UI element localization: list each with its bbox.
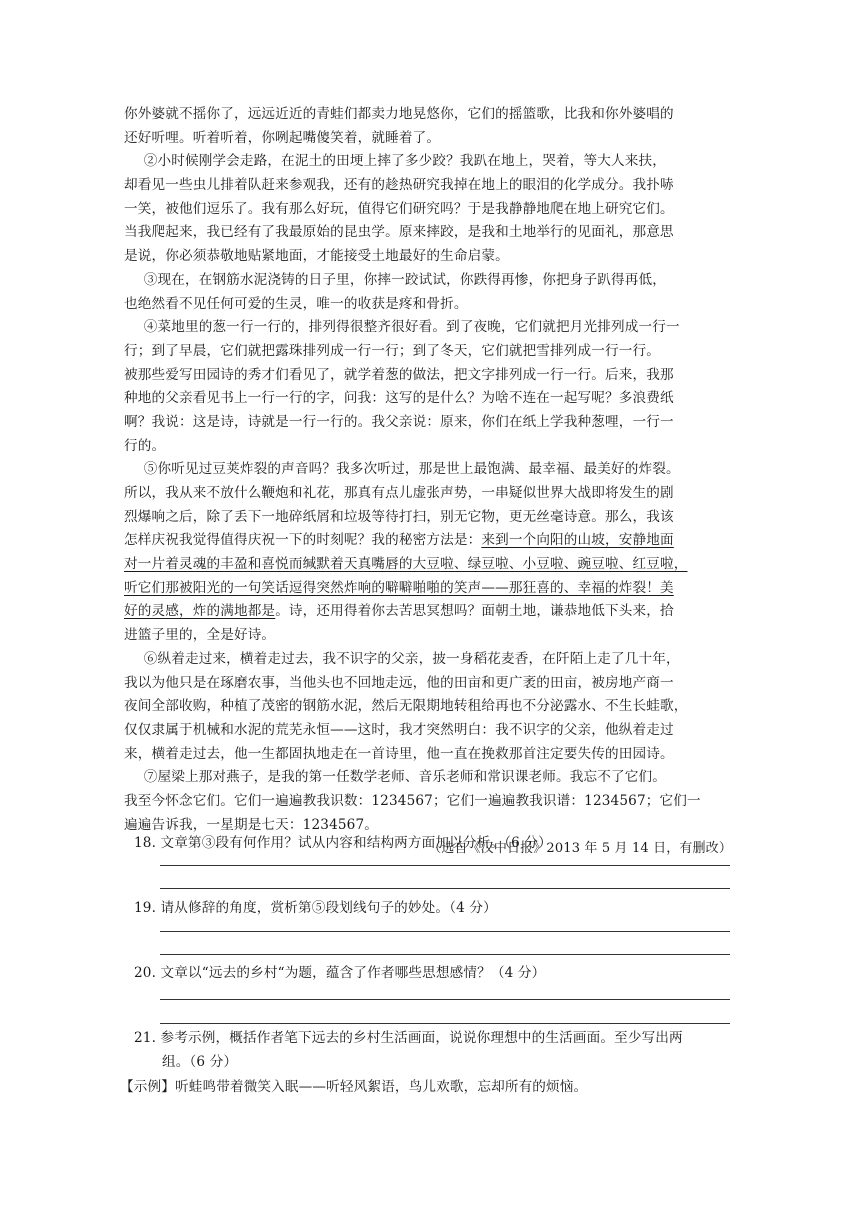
answer-line[interactable]	[160, 888, 730, 889]
paragraph-4-start: ④菜地里的葱一行一行的，排列得很整齐很好看。到了夜晚，它们就把月光排列成一行一	[143, 319, 680, 336]
example-text: 【示例】听蛙鸣带着微笑入眠——听轻风絮语，鸟儿欢歌，忘却所有的烦恼。	[120, 1079, 588, 1095]
text-line: 也绝然看不见任何可爱的生灵，唯一的收获是疼和骨折。	[124, 295, 468, 312]
question-19: 19. 请从修辞的角度，赏析第⑤段划线句子的妙处。（4 分）	[134, 900, 497, 916]
text-line: 却看见一些虫儿排着队赶来参观我，还有的趁热研究我掉在地上的眼泪的化学成分。我扑哧	[124, 177, 674, 194]
paragraph-3-start: ③现在，在钢筋水泥浇铸的日子里，你摔一跤试试，你跌得再惨，你把身子趴得再低，	[143, 271, 666, 288]
answer-line[interactable]	[160, 865, 730, 866]
text-line: 是说，你必须恭敬地贴紧地面，才能接受土地最好的生命启蒙。	[124, 248, 509, 265]
question-18: 18. 文章第③段有何作用？试从内容和结构两方面加以分析。（6 分）	[134, 835, 552, 851]
text-line: 烈爆响之后，除了丢下一地碎纸屑和垃圾等待打扫，别无它物，更无丝毫诗意。那么，我该	[124, 508, 674, 525]
question-21-line: 21. 参考示例，概括作者笔下远去的乡村生活画面，说说你理想中的生活画面。至少写出两	[134, 1030, 683, 1046]
text-line: 当我爬起来，我已经有了我最原始的昆虫学。原来摔跤，是我和土地举行的见面礼，那意思	[124, 224, 674, 241]
article-body	[124, 103, 732, 861]
text-line: 你外婆就不摇你了，远远近近的青蛙们都卖力地晃悠你，它们的摇篮歌，比我和你外婆唱的	[124, 106, 674, 122]
text-line: 来，横着走过去，他一生都固执地走在一首诗里，他一直在挽救那首注定要失传的田园诗。	[124, 745, 674, 762]
text-line: 我以为他只是在琢磨农事，当他头也不回地走远，他的田亩和更广袤的田亩，被房地产商一	[124, 674, 674, 691]
answer-line[interactable]	[160, 1023, 730, 1024]
text-line: 夜间全部收购，种植了茂密的钢筋水泥，然后无限期地转租给再也不分泌露水、不生长蛙歌，	[124, 698, 688, 715]
question-21-line: 组。（6 分）	[162, 1053, 238, 1070]
underlined-sentence: 好的灵感，炸的满地都是	[124, 603, 276, 620]
text-line: 我至今怀念它们。它们一遍遍教我识数：1234567；它们一遍遍教我识谱：1234567；它们一	[124, 792, 701, 809]
text-line: 仅仅隶属于机械和水泥的荒芜永恒——这时，我才突然明白：我不识字的父亲，他纵着走过	[124, 721, 674, 738]
text-line	[124, 529, 732, 553]
text-line: 种地的父亲看见书上一行一行的字，问我：这写的是什么？为啥不连在一起写呢？多浪费纸	[124, 390, 674, 407]
answer-line[interactable]	[160, 931, 730, 932]
text-line: 所以，我从来不放什么鞭炮和礼花，那真有点儿虚张声势，一串疑似世界大战即将发生的剧	[124, 485, 674, 501]
answer-line[interactable]	[160, 954, 730, 955]
text-line: 行；到了早晨，它们就把露珠排列成一行一行；到了冬天，它们就把雪排列成一行一行。	[124, 342, 661, 359]
question-20: 20. 文章以“远去的乡村“为题，蕴含了作者哪些思想感情？（4 分）	[134, 965, 546, 981]
paragraph-7-start: ⑦屋梁上那对燕子，是我的第一任数学老师、音乐老师和常识课老师。我忘不了它们。	[143, 769, 666, 786]
paragraph-5-start: ⑤你听见过豆荚炸裂的声音吗？我多次听过，那是世上最饱满、最幸福、最美好的炸裂。	[143, 461, 680, 478]
text-line: 行的。	[124, 437, 166, 454]
underlined-sentence: 对一片着灵魂的丰盈和喜悦而缄默着天真嘴唇的大豆啦、绿豆啦、小豆啦、豌豆啦、红豆啦，	[124, 556, 688, 573]
text-line	[124, 600, 732, 624]
underlined-sentence: 来到一个向阳的山坡，安静地面	[481, 532, 674, 549]
text-line: 被那些爱写田园诗的秀才们看见了，就学着葱的做法，把文字排列成一行一行。后来，我那	[124, 366, 674, 383]
text-line: 进篮子里的，全是好诗。	[124, 627, 276, 644]
source-citation: （选自《汉中日报》2013 年 5 月 14 日，有删改）	[428, 841, 732, 857]
text-line: 还好听哩。听着听着，你咧起嘴傻笑着，就睡着了。	[124, 129, 441, 146]
answer-line[interactable]	[160, 999, 730, 1000]
text-line: 一笑，被他们逗乐了。我有那么好玩，值得它们研究吗？于是我静静地爬在地上研究它们。	[124, 200, 674, 217]
text-line: 遍遍告诉我，一星期是七天：1234567。	[124, 816, 379, 833]
paragraph-2-start: ②小时候刚学会走路，在泥土的田埂上摔了多少跤？我趴在地上，哭着，等大人来扶，	[143, 153, 666, 170]
underlined-sentence: 听它们那被阳光的一句笑话逗得突然炸响的噼噼啪啪的笑声——那狂喜的、幸福的炸裂！美	[124, 579, 674, 596]
text-line: 啊？我说：这是诗，诗就是一行一行的。我父亲说：原来，你们在纸上学我种葱哩，一行一	[124, 413, 674, 430]
question-21	[134, 1027, 734, 1074]
text-segment: 怎样庆祝我觉得值得庆祝一下的时刻呢？我的秘密方法是：	[124, 532, 482, 549]
text-segment: 。诗，还用得着你去苦思冥想吗？面朝土地，谦恭地低下头来，拾	[275, 603, 674, 620]
paragraph-6-start: ⑥纵着走过来，横着走过去，我不识字的父亲，披一身稻花麦香，在阡陌上走了几十年，	[143, 650, 680, 667]
